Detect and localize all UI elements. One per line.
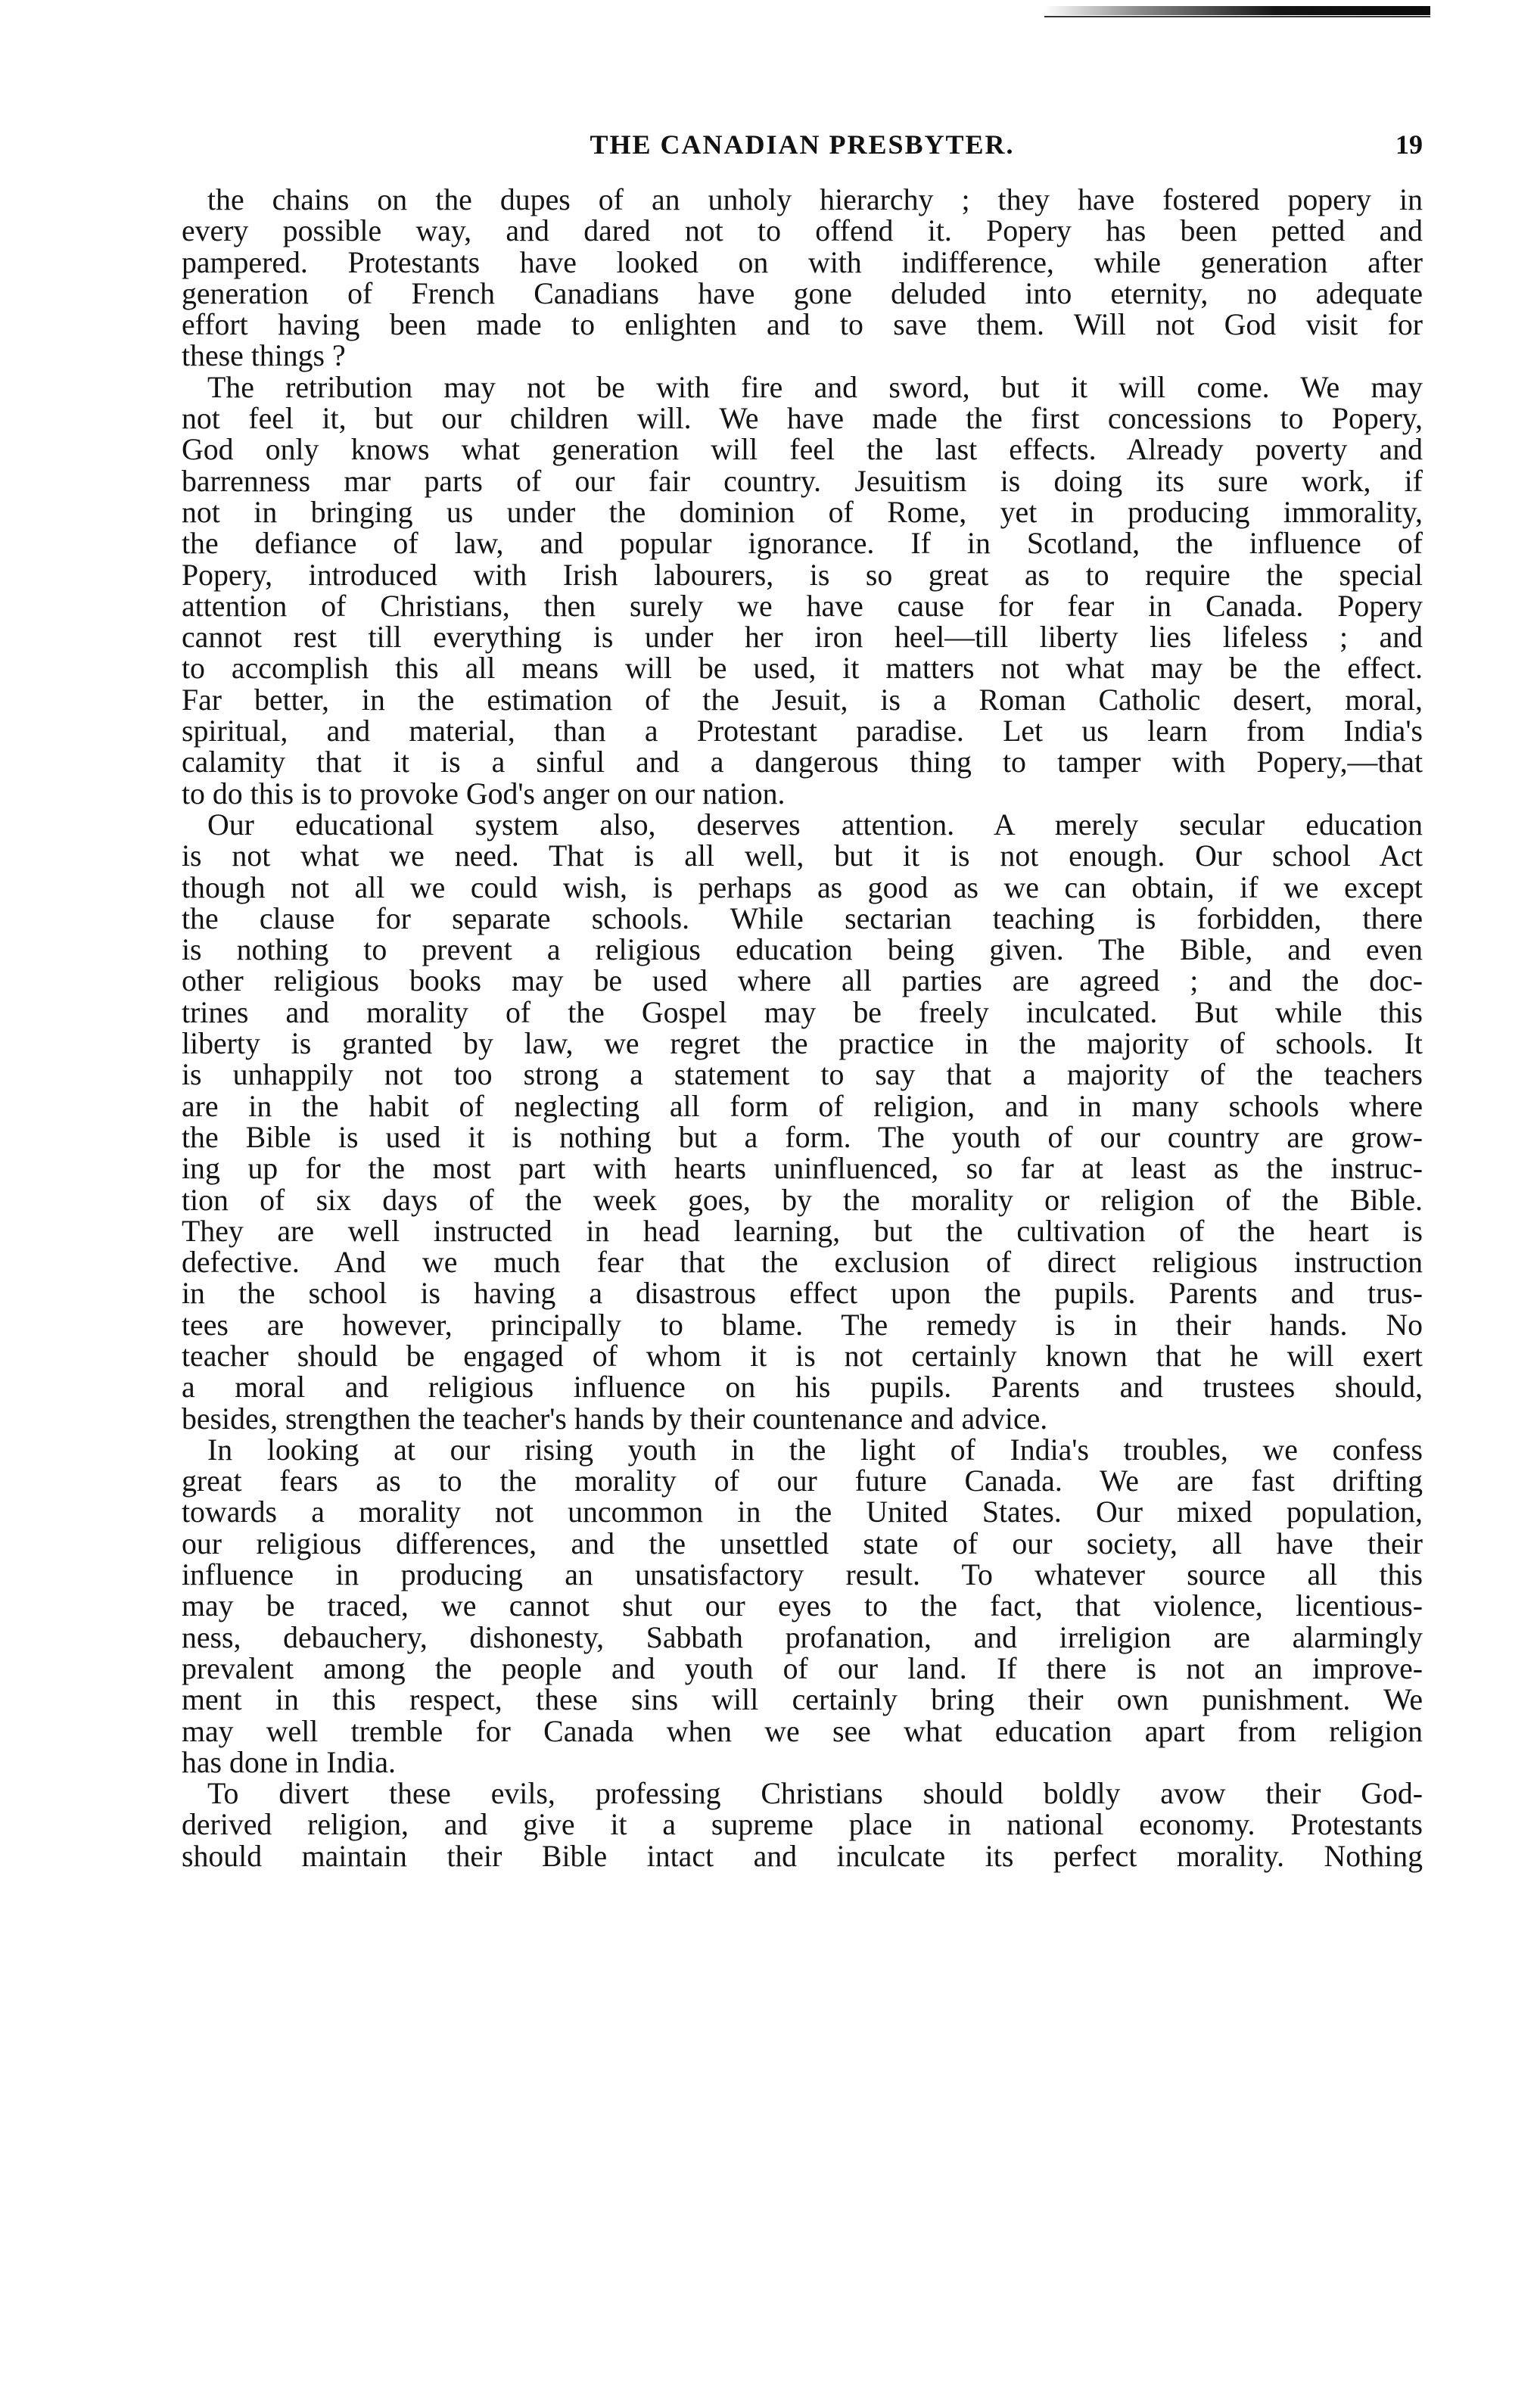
- page-number: 19: [1395, 129, 1423, 160]
- text-line: is unhappily not too strong a statement to say that a majority of the teachers: [182, 1058, 1423, 1092]
- text-line: in the school is having a disastrous effect upon the pupils. Parents and trus-: [182, 1277, 1423, 1311]
- text-line: a moral and religious influence on his pupils. Parents and trustees should,: [182, 1370, 1423, 1405]
- text-line: the clause for separate schools. While sectarian teaching is forbidden, there: [182, 901, 1423, 935]
- paragraph: [182, 185, 1423, 372]
- text-line: cannot rest till everything is under her iron heel—till liberty lies lifeless ; and: [182, 621, 1423, 655]
- text-line: may well tremble for Canada when we see what education apart from religion: [182, 1714, 1423, 1748]
- text-line: ment in this respect, these sins will certainly bring their own punishment. We: [182, 1683, 1423, 1717]
- text-line: teacher should be engaged of whom it is not certainly known that he will exert: [182, 1339, 1423, 1373]
- text-line: In looking at our rising youth in the light of India's troubles, we confess: [207, 1433, 1423, 1467]
- text-line: ing up for the most part with hearts uninfluenced, so far at least as the instruc-: [182, 1152, 1423, 1186]
- text-line: has done in India.: [182, 1745, 396, 1779]
- running-head: [182, 129, 1423, 174]
- text-line: ness, debauchery, dishonesty, Sabbath profanation, and irreligion are alarmingly: [182, 1620, 1423, 1654]
- text-line: towards a morality not uncommon in the United States. Our mixed population,: [182, 1495, 1423, 1529]
- text-line: influence in producing an unsatisfactory result. To whatever source all this: [182, 1558, 1423, 1592]
- journal-title: THE CANADIAN PRESBYTER.: [590, 129, 1015, 160]
- text-line: other religious books may be used where all parties are agreed ; and the doc-: [182, 964, 1423, 998]
- top-edge-rule-thin: [1044, 16, 1430, 17]
- text-line: trines and morality of the Gospel may be freely inculcated. But while this: [182, 995, 1423, 1029]
- paragraph: [182, 372, 1423, 810]
- text-line: is nothing to prevent a religious education being given. The Bible, and even: [182, 933, 1423, 967]
- text-line: the defiance of law, and popular ignorance. If in Scotland, the influence of: [182, 527, 1423, 561]
- text-line: our religious differences, and the unsettled state of our society, all have their: [182, 1526, 1423, 1560]
- text-line: besides, strengthen the teacher's hands by their countenance and advice.: [182, 1402, 1048, 1436]
- text-line: great fears as to the morality of our future Canada. We are fast drifting: [182, 1464, 1423, 1498]
- text-line: To divert these evils, professing Christians should boldly avow their God-: [207, 1777, 1423, 1811]
- text-line: liberty is granted by law, we regret the practice in the majority of schools. It: [182, 1027, 1423, 1061]
- text-line: tion of six days of the week goes, by the morality or religion of the Bible.: [182, 1183, 1423, 1217]
- text-line: They are well instructed in head learning, but the cultivation of the heart is: [182, 1214, 1423, 1248]
- text-line: not in bringing us under the dominion of Rome, yet in producing immorality,: [182, 495, 1423, 529]
- article-text: [182, 185, 1423, 1872]
- paragraph: [182, 1435, 1423, 1778]
- text-line: though not all we could wish, is perhaps as good as we can obtain, if we except: [182, 870, 1423, 904]
- top-edge-rule: [1044, 6, 1430, 15]
- paragraph: [182, 1778, 1423, 1872]
- text-line: to do this is to provoke God's anger on our nation.: [182, 776, 786, 810]
- text-line: pampered. Protestants have looked on with indifference, while generation after: [182, 245, 1423, 279]
- text-line: defective. And we much fear that the exclusion of direct religious instruction: [182, 1246, 1423, 1280]
- paragraph: [182, 807, 1423, 1436]
- text-line: Popery, introduced with Irish labourers, is so great as to require the special: [182, 558, 1423, 592]
- text-line: Far better, in the estimation of the Jesuit, is a Roman Catholic desert, moral,: [182, 683, 1423, 717]
- text-line: the chains on the dupes of an unholy hierarchy ; they have fostered popery in: [207, 183, 1423, 216]
- text-line: Our educational system also, deserves attention. A merely secular education: [207, 807, 1423, 842]
- text-line: these things ?: [182, 339, 346, 373]
- text-line: generation of French Canadians have gone deluded into eternity, no adequate: [182, 276, 1423, 310]
- text-line: are in the habit of neglecting all form of religion, and in many schools where: [182, 1089, 1423, 1123]
- text-line: tees are however, principally to blame. The remedy is in their hands. No: [182, 1308, 1423, 1342]
- text-line: is not what we need. That is all well, but it is not enough. Our school Act: [182, 839, 1423, 873]
- text-line: every possible way, and dared not to offend it. Popery has been petted and: [182, 214, 1423, 248]
- text-line: prevalent among the people and youth of our land. If there is not an improve-: [182, 1651, 1423, 1685]
- text-line: calamity that it is a sinful and a dangerous thing to tamper with Popery,—that: [182, 745, 1423, 779]
- text-line: may be traced, we cannot shut our eyes to the fact, that violence, licentious-: [182, 1589, 1423, 1623]
- text-line: attention of Christians, then surely we have cause for fear in Canada. Popery: [182, 589, 1423, 623]
- text-line: should maintain their Bible intact and inculcate its perfect morality. Nothing: [182, 1839, 1423, 1873]
- text-line: God only knows what generation will feel the last effects. Already poverty and: [182, 433, 1423, 467]
- text-line: barrenness mar parts of our fair country. Jesuitism is doing its sure work, if: [182, 464, 1423, 498]
- text-line: derived religion, and give it a supreme place in national economy. Protestants: [182, 1808, 1423, 1842]
- text-line: spiritual, and material, than a Protestant paradise. Let us learn from India's: [182, 714, 1423, 748]
- text-line: effort having been made to enlighten and to save them. Will not God visit for: [182, 308, 1423, 342]
- text-line: the Bible is used it is nothing but a form. The youth of our country are grow-: [182, 1120, 1423, 1154]
- text-line: to accomplish this all means will be used, it matters not what may be the effect.: [182, 652, 1423, 686]
- text-line: not feel it, but our children will. We have made the first concessions to Popery,: [182, 402, 1423, 436]
- text-line: The retribution may not be with fire and sword, but it will come. We may: [207, 370, 1423, 404]
